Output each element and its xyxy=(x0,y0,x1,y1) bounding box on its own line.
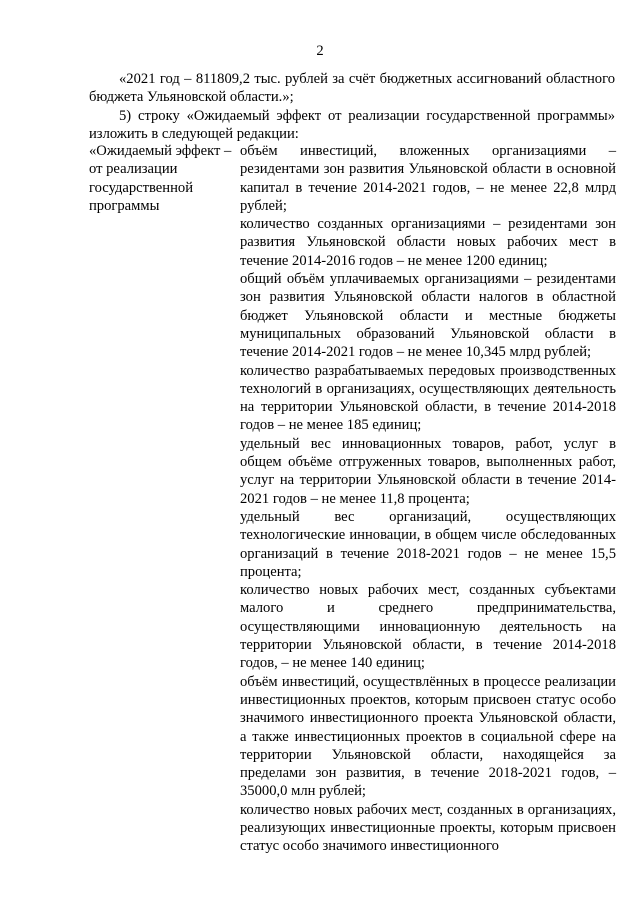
list-item: объём инвестиций, вложенных организациями – резидентами зон развития Ульяновской области в основной капитал в течение 2014-2021 годов, – не менее 22,8 млрд рублей; xyxy=(240,143,616,214)
table-row-label: «Ожидаемый эффект от реализации государственной программы xyxy=(89,143,221,214)
list-item: объём инвестиций, осуществлённых в процессе реализации инвестиционных проектов, которым присвоен статус особо значимого инвестиционного проекта Ульяновской области, а также инвестиционных проектов в социальной сфере на территории Ульяновской области, находящейся за пределами зон развития, в течение 2018-2021 годов, – 35000,0 млн рублей; xyxy=(240,673,616,800)
list-item: количество новых рабочих мест, созданных в организациях, реализующих инвестиционные проекты, которым присвоен статус особо значимого инвестиционного xyxy=(240,801,616,855)
list-item: количество разрабатываемых передовых производственных технологий в организациях, осуществляющих деятельность на территории Ульяновской области, в течение 2014-2018 годов – не менее 185 единиц; xyxy=(240,362,616,434)
paragraph-text: 5) строку «Ожидаемый эффект от реализации государственной программы» изложить в следующей редакции: xyxy=(89,108,615,143)
list-item: количество новых рабочих мест, созданных субъектами малого и среднего предпринимательства, осуществляющими инновационную деятельность на территории Ульяновской области, в течение 2014-2018 годов, – не менее 140 единиц; xyxy=(240,582,616,672)
table-row-value xyxy=(240,142,616,856)
paragraph-text: «2021 год – 811809,2 тыс. рублей за счёт бюджетных ассигнований областного бюджета Ульяновской области.»; xyxy=(89,71,615,106)
list-item: удельный вес инновационных товаров, работ, услуг в общем объёме отгруженных товаров, выполненных работ, услуг на территории Ульяновской области в течение 2014-2021 годов – не менее 11,8 процента; xyxy=(240,435,616,507)
page-number: 2 xyxy=(316,43,324,59)
table-separator: – xyxy=(224,143,232,159)
list-item: количество созданных организациями – резидентами зон развития Ульяновской области новых рабочих мест в течение 2014-2016 годов – не менее 1200 единиц; xyxy=(240,216,616,269)
intro-paragraph-1 xyxy=(89,70,615,107)
intro-paragraph-2 xyxy=(89,107,615,144)
list-item: удельный вес организаций, осуществляющих технологические инновации, в общем числе обследованных организаций в течение 2018-2021 годов – не менее 15,5 процента; xyxy=(240,508,616,580)
list-item: общий объём уплачиваемых организациями – резидентами зон развития Ульяновской области налогов в областной бюджет Ульяновской области и местные бюджеты муниципальных образований Ульяновской области в течение 2014-2021 годов – не менее 10,345 млрд рублей; xyxy=(240,271,616,361)
